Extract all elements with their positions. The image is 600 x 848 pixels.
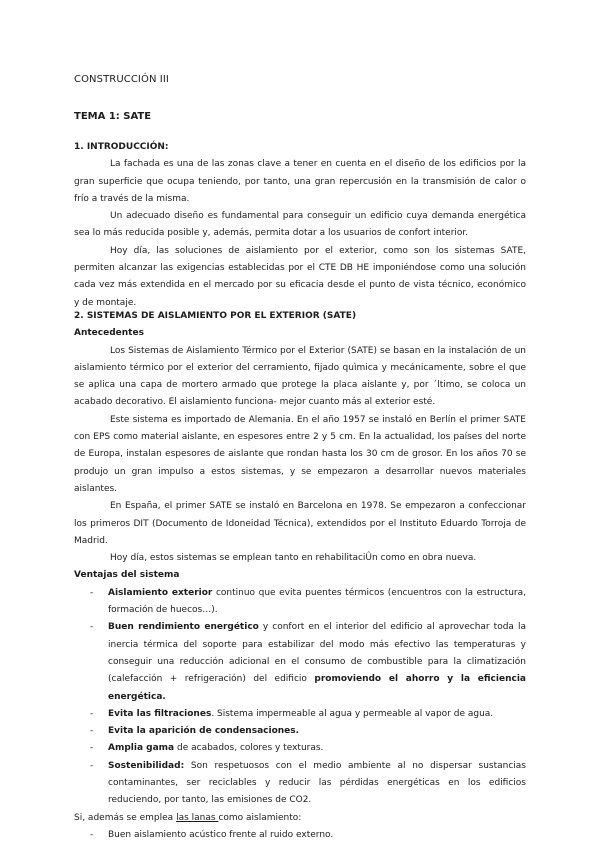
list-item	[74, 740, 526, 757]
item-bold-text: Amplia gama	[108, 743, 175, 754]
item-text: continuo que evita puentes térmicos (encuentros con la estructura, formación de huecos…).	[108, 587, 527, 616]
ventajas-list	[74, 585, 526, 810]
lanas-paragraph	[74, 810, 526, 827]
sate-heading: 2. SISTEMAS DE AISLAMIENTO POR EL EXTERIOR (SATE)	[74, 311, 357, 321]
intro-paragraph-3: Hoy día, las soluciones de aislamiento por el exterior, como son los sistemas SATE, permiten alcanzar las exigencias establecidas por el CTE DB HE imponiéndose como una solución cada vez más extendida en el mercado por su eficacia desde el punto de vista técnico, económico y de montaje.	[74, 245, 526, 308]
list-dash: -	[90, 622, 94, 633]
list-dash: -	[90, 708, 94, 719]
course-title: CONSTRUCCIÓN III	[74, 74, 169, 85]
list-dash: -	[90, 829, 94, 840]
lanas-pre-text: Si, además se emplea	[74, 812, 177, 823]
topic-title: TEMA 1: SATE	[74, 111, 152, 122]
item-bold-text: Aislamiento exterior	[108, 587, 213, 598]
item-text: . Sistema impermeable al agua y permeable al vapor de agua.	[211, 708, 494, 719]
item-bold-text: Buen rendimiento energético	[108, 622, 259, 633]
item-bold-text: Evita la aparición de condensaciones.	[108, 726, 300, 737]
intro-heading: 1. INTRODUCCIÓN:	[74, 142, 169, 152]
list-item	[74, 723, 526, 740]
item-text: y confort en el interior del edificio al aprovechar toda la inercia térmica del soporte para estabilizar del modo más efectivo las temperaturas y conseguir una reducción adicional en el consumo de combustible para la climatización (calefacción + refrigeración) del edificio	[108, 622, 526, 685]
item-bold-text: Evita las filtraciones	[108, 708, 212, 719]
list-dash: -	[90, 587, 94, 598]
list-item	[74, 758, 526, 810]
lanas-underlined-text: las lanas	[176, 812, 219, 823]
antecedentes-heading: Antecedentes	[74, 328, 144, 339]
list-item	[74, 619, 526, 705]
section-sate	[74, 308, 526, 844]
intro-paragraph-2: Un adecuado diseño es fundamental para conseguir un edificio cuya demanda energética sea lo más reducida posible y, además, permita dotar a los usuarios de confort interior.	[74, 211, 526, 239]
antecedentes-paragraph-3: En España, el primer SATE se instaló en Barcelona en 1978. Se empezaron a confeccionar los primeros DIT (Documento de Idoneidad Técnica), extendidos por el Instituto Eduardo Torroja de Madrid.	[74, 501, 526, 546]
lanas-list	[74, 827, 526, 844]
list-item	[74, 585, 526, 620]
lanas-post-text: como aislamiento:	[218, 812, 302, 823]
item-text: Buen aislamiento acústico frente al ruido externo.	[108, 829, 334, 840]
ventajas-heading: Ventajas del sistema	[74, 570, 180, 581]
antecedentes-paragraph-4: Hoy día, estos sistemas se emplean tanto en rehabilitaciÛn como en obra nueva.	[110, 553, 477, 564]
antecedentes-paragraph-2: Este sistema es importado de Alemania. En el año 1957 se instaló en Berlín el primer SATE con EPS como material aislante, en espesores entre 2 y 5 cm. En la actualidad, los países del norte de Europa, instalan espesores de aislante que rondan hasta los 30 cm de grosor. En los años 70 se produjo un gran impulso a estos sistemas, y se empezaron a desarrollar nuevos materiales aislantes.	[74, 414, 526, 494]
item-text: Son respetuosos con el medio ambiente al no dispersar sustancias contaminantes, ser reciclables y reducir las pérdidas energéticas en los edificios reduciendo, por tanto, las emisiones de CO2.	[108, 760, 526, 806]
list-item	[74, 827, 526, 844]
list-item	[74, 706, 526, 723]
list-dash: -	[90, 760, 94, 771]
item-text: de acabados, colores y texturas.	[174, 743, 324, 754]
section-introduccion	[74, 139, 526, 312]
intro-paragraph-1: La fachada es una de las zonas clave a tener en cuenta en el diseño de los edificios por la gran superficie que ocupa teniendo, por tanto, una gran repercusión en la transmisión de calor o frío a través de la misma.	[74, 159, 526, 204]
item-bold-text: promoviendo el ahorro y la eficiencia energética.	[108, 674, 526, 702]
antecedentes-paragraph-1: Los Sistemas de Aislamiento Térmico por el Exterior (SATE) se basan en la instalación de un aislamiento térmico por el exterior del cerramiento, fijado quìmica y mecánicamente, sobre el que se aplica una capa de mortero armado que protege la placa aislante y, por ´ltimo, se coloca un acabado decorativo. El aislamiento funciona- mejor cuanto más al exterior esté.	[74, 345, 526, 408]
list-dash: -	[90, 743, 94, 754]
item-bold-text: Sostenibilidad:	[108, 760, 185, 771]
list-dash: -	[90, 726, 94, 737]
